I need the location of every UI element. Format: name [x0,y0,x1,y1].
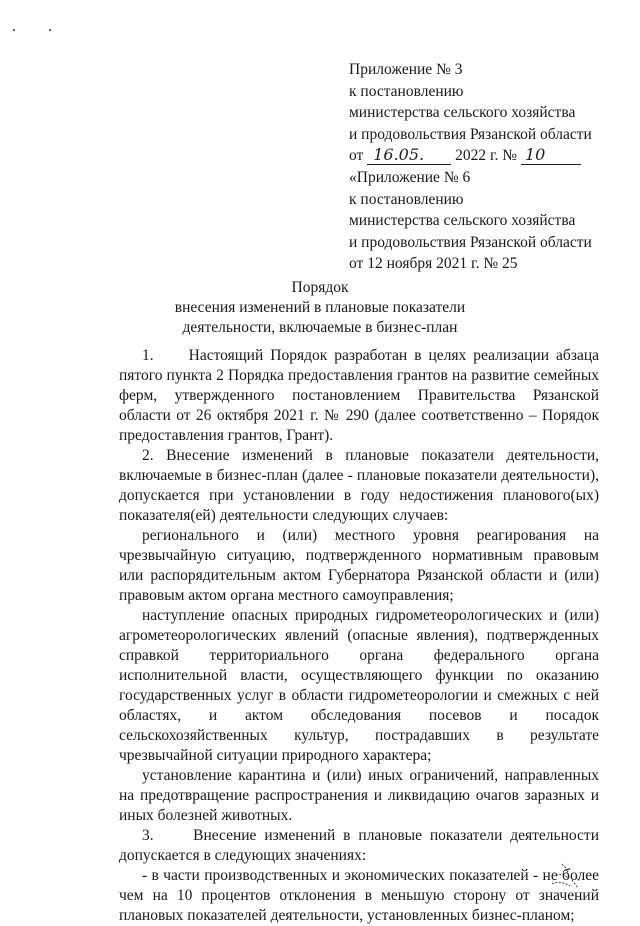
annex-6-line4: и продовольствия Рязанской области [349,233,592,251]
handwritten-number: 10 [521,146,581,165]
title-line3: деятельности, включаемые в бизнес-план [182,319,458,336]
document-body [119,346,599,926]
scan-speck [49,29,51,31]
annex-6-header [349,167,609,275]
annex-3-line2: к постановлению [349,82,464,100]
title-line2: внесения изменений в плановые показатели [174,299,466,316]
annex-6-line2: к постановлению [349,190,464,208]
case-emergency: регионального и (или) местного уровня реагирования на чрезвычайную ситуацию, подтвержденного нормативным правовым или распорядительным актом Губернатора Рязанской области и (или) правовым актом органа местного самоуправления; [119,527,599,604]
date-year: 2022 г. № [455,147,518,164]
paragraph-3: 3. Внесение изменений в плановые показатели деятельности допускается в следующих значениях: [119,827,599,864]
annex-3-date-line [349,145,609,167]
paragraph-2: 2. Внесение изменений в плановые показатели деятельности, включаемые в бизнес-план (далее - плановые показатели деятельности), допускается при установлении в году недостижения планового(ых) показателя(ей) деятельности следующих случаев: [119,447,599,524]
annex-3-title: Приложение № 3 [349,61,463,78]
paragraph-1: 1. Настоящий Порядок разработан в целях реализации абзаца пятого пункта 2 Порядка предоставления грантов на развитие семейных ферм, утвержденного постановлением Правительства Рязанской области от 26 октября 2021 г. № 290 (далее соответственно – Порядок предоставления грантов, Грант). [119,347,599,444]
limit-production-indicators: - в части производственных и экономических показателей - не более чем на 10 процентов отклонения в меньшую сторону от значений плановых показателей деятельности, установленных бизнес-планом; [119,867,599,924]
handwritten-date: 16.05. [367,146,451,165]
annex-6-title: «Приложение № 6 [349,169,471,186]
signature-mark [548,862,584,890]
annex-3-line3: министерства сельского хозяйства [349,104,576,121]
document-title [0,278,640,338]
case-weather-hazards: наступление опасных природных гидрометеорологических и (или) агрометеорологических явлений (опасные явления), подтвержденных справкой территориального органа федерального органа исполнительной власти, осуществляющего функции по оказанию государственных услуг в области гидрометеорологии и смежных с ней областях, и актом обследования посевов и посадок сельскохозяйственных культур, пострадавших в результате чрезвычайной ситуации природного характера; [119,607,599,764]
annex-3-line4: и продовольствия Рязанской области [349,125,592,143]
date-prefix: от [349,147,364,164]
case-quarantine: установление карантина и (или) иных ограничений, направленных на предотвращение распространения и ликвидацию очагов заразных и иных болезней животных. [119,767,599,824]
annex-6-line3: министерства сельского хозяйства [349,212,576,229]
annex-3-header [349,59,609,167]
scan-speck [13,29,15,31]
title-line1: Порядок [291,279,349,296]
annex-6-line5: от 12 ноября 2021 г. № 25 [349,255,518,272]
